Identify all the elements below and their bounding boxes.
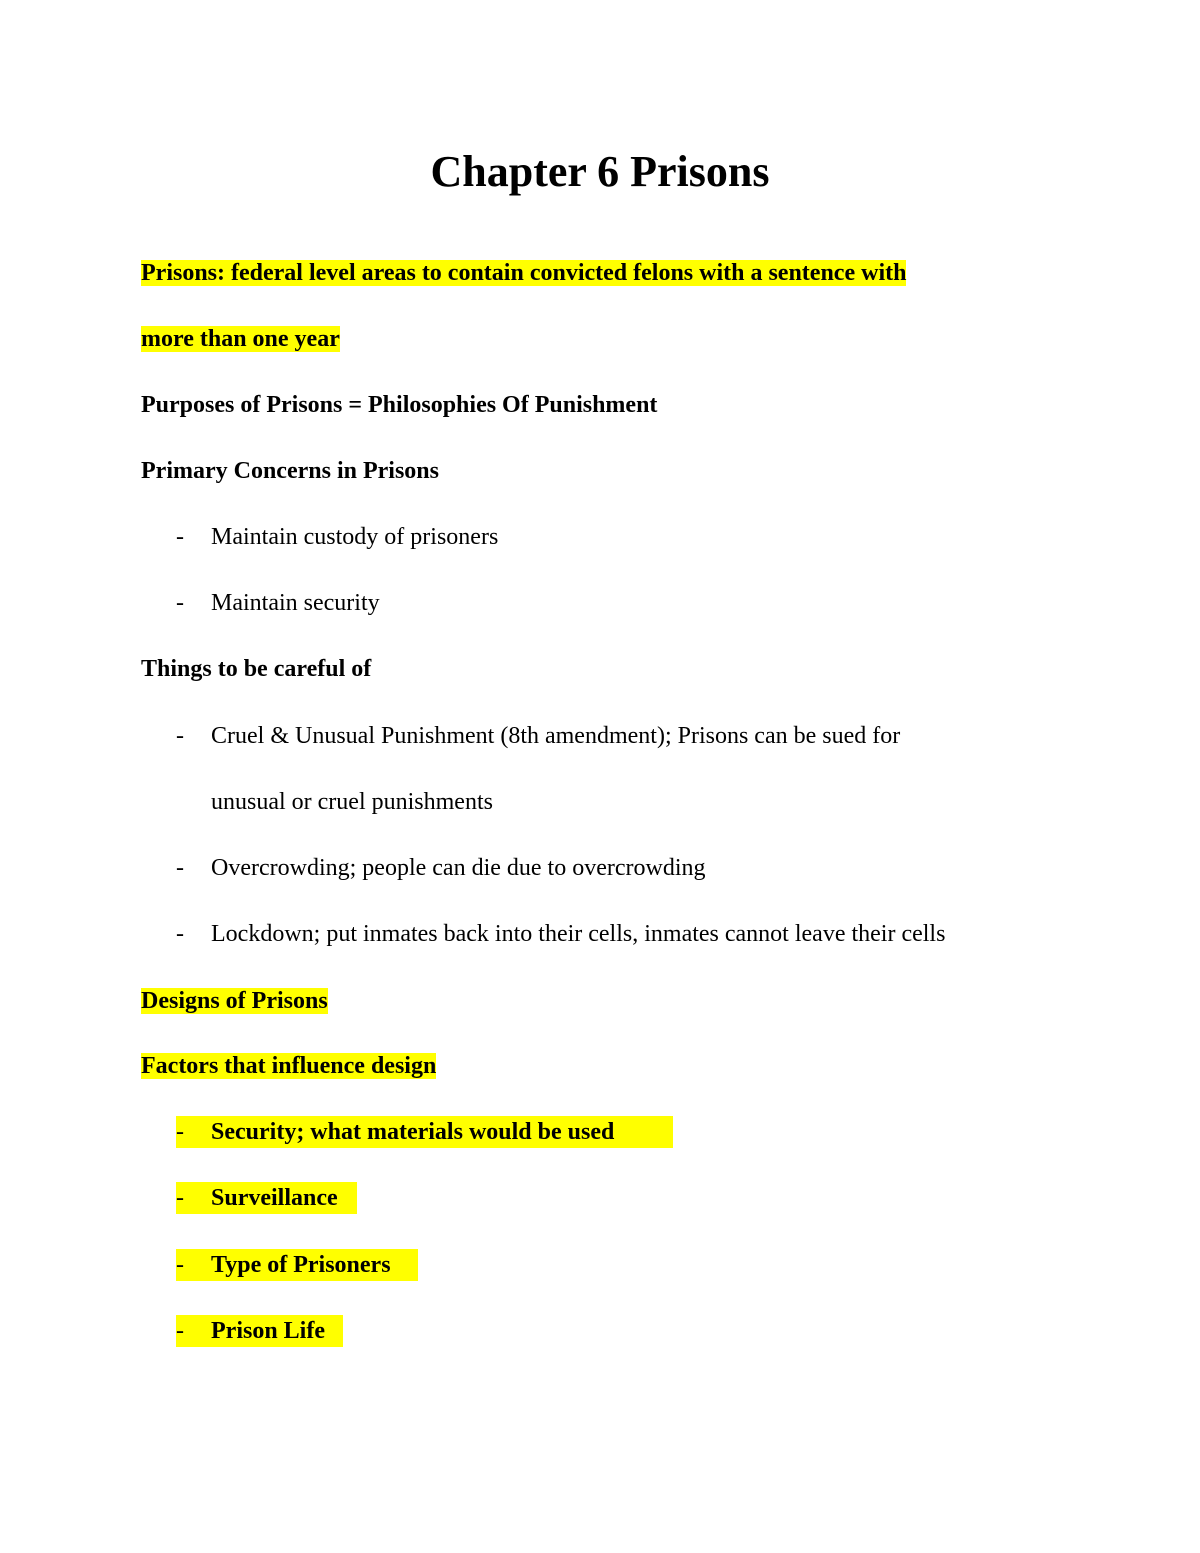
designs-heading-line — [141, 985, 328, 1017]
definition-text-1: Prisons: federal level areas to contain convicted felons with a sentence with — [141, 260, 907, 286]
bullet-dash: - — [176, 1318, 184, 1344]
definition-line-2 — [141, 323, 340, 355]
factor-item: Type of Prisoners — [211, 1252, 391, 1278]
bullet-dash: - — [176, 590, 184, 616]
factor-item: Prison Life — [211, 1318, 325, 1344]
concern-item: Maintain custody of prisoners — [211, 524, 499, 550]
careful-heading: Things to be careful of — [141, 656, 372, 682]
factors-heading-line — [141, 1050, 436, 1082]
bullet-dash: - — [176, 855, 184, 881]
purposes-line: Purposes of Prisons = Philosophies Of Punishment — [141, 392, 658, 418]
concern-item: Maintain security — [211, 590, 380, 616]
bullet-dash: - — [176, 524, 184, 550]
page-title: Chapter 6 Prisons — [430, 147, 770, 196]
bullet-dash: - — [176, 1185, 184, 1211]
careful-item: Lockdown; put inmates back into their cells, inmates cannot leave their cells — [211, 921, 946, 947]
bullet-dash: - — [176, 921, 184, 947]
definition-text-2: more than one year — [141, 326, 340, 352]
primary-concerns-heading: Primary Concerns in Prisons — [141, 458, 439, 484]
factor-item: Security; what materials would be used — [211, 1119, 615, 1145]
factors-heading: Factors that influence design — [141, 1053, 437, 1079]
careful-item: Overcrowding; people can die due to overcrowding — [211, 855, 706, 881]
bullet-dash: - — [176, 723, 184, 749]
careful-item: Cruel & Unusual Punishment (8th amendment); Prisons can be sued for — [211, 723, 901, 749]
designs-heading: Designs of Prisons — [141, 988, 328, 1014]
careful-item-continued: unusual or cruel punishments — [211, 789, 493, 815]
bullet-dash: - — [176, 1119, 184, 1145]
bullet-dash: - — [176, 1252, 184, 1278]
factor-item: Surveillance — [211, 1185, 338, 1211]
definition-line-1 — [141, 257, 906, 289]
